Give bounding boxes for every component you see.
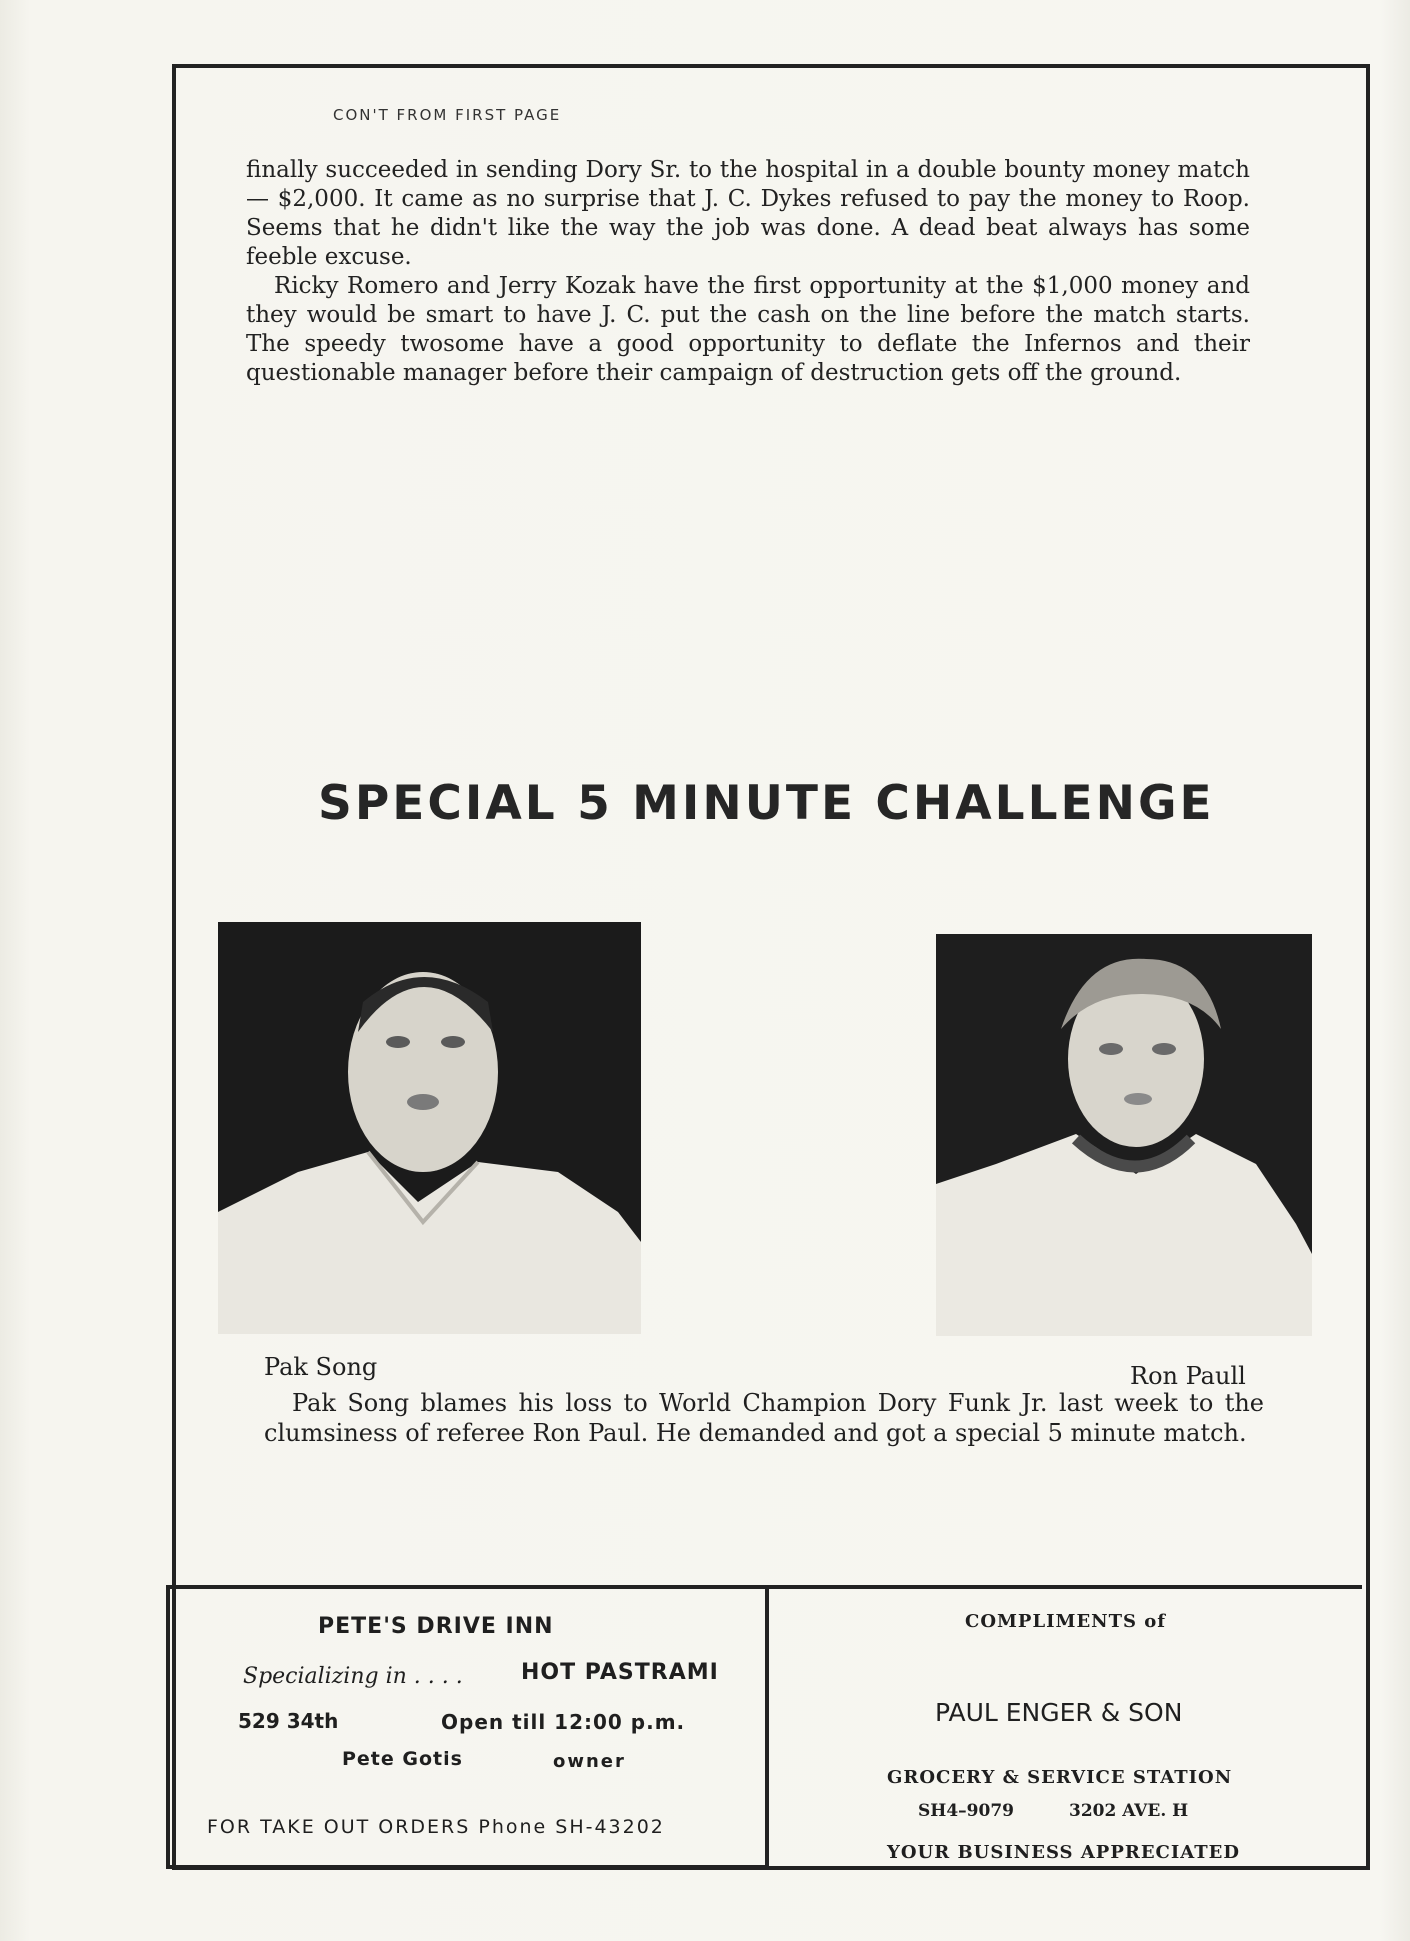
- portrait-left-image: [218, 922, 641, 1334]
- article-paragraph-2: Ricky Romero and Jerry Kozak have the first opportunity at the $1,000 money and they would be smart to have J. C. put the cash on the line before the match starts. The speedy twosome have a good opportunity to deflate the Infernos and their questionable manager before their campaign of destruction gets off the ground.: [246, 273, 1250, 386]
- ad-left-owner-label: owner: [553, 1751, 626, 1772]
- ad-right-name: PAUL ENGER & SON: [935, 1698, 1183, 1727]
- headline: SPECIAL 5 MINUTE CHALLENGE: [318, 776, 1215, 831]
- ad-left-name: PETE'S DRIVE INN: [318, 1614, 554, 1639]
- article-text: [246, 156, 1250, 388]
- ad-right-address: 3202 AVE. H: [1069, 1801, 1189, 1821]
- ad-left-address: 529 34th: [238, 1709, 339, 1733]
- caption-left-name: Pak Song: [264, 1353, 378, 1381]
- ad-left-phone-line: FOR TAKE OUT ORDERS Phone SH-43202: [207, 1816, 665, 1838]
- portrait-right-image: [936, 934, 1312, 1336]
- ad-left-bottom-border: [166, 1865, 768, 1869]
- caption-right-name: Ron Paull: [1130, 1362, 1246, 1390]
- photo-ron-paull: [936, 934, 1312, 1336]
- ad-left-hours: Open till 12:00 p.m.: [441, 1710, 686, 1734]
- ad-right-compliments: COMPLIMENTS of: [965, 1611, 1167, 1632]
- ad-left-owner-name: Pete Gotis: [342, 1748, 463, 1770]
- caption-body-paragraph: Pak Song blames his loss to World Champion Dory Funk Jr. last week to the clumsiness of referee Ron Paul. He demanded and got a special 5 minute match.: [264, 1389, 1264, 1447]
- caption-body-text: [264, 1388, 1264, 1448]
- ad-left-specialty: HOT PASTRAMI: [521, 1660, 719, 1685]
- ad-left-edge-border: [166, 1587, 170, 1869]
- ad-right-phone: SH4–9079: [918, 1801, 1014, 1821]
- ad-right-business: GROCERY & SERVICE STATION: [887, 1767, 1233, 1788]
- ad-divider: [765, 1587, 769, 1870]
- ad-right-slogan: YOUR BUSINESS APPRECIATED: [887, 1842, 1240, 1863]
- ad-left-specializing: Specializing in . . . .: [243, 1664, 463, 1689]
- continued-label: CON'T FROM FIRST PAGE: [333, 106, 562, 124]
- article-paragraph-1: finally succeeded in sending Dory Sr. to the hospital in a double bounty money match — $2,000. It came as no surprise that J. C. Dykes refused to pay the money to Roop. Seems that he didn't like the way the job was done. A dead beat always has some feeble excuse.: [246, 157, 1250, 270]
- photo-pak-song: [218, 922, 641, 1334]
